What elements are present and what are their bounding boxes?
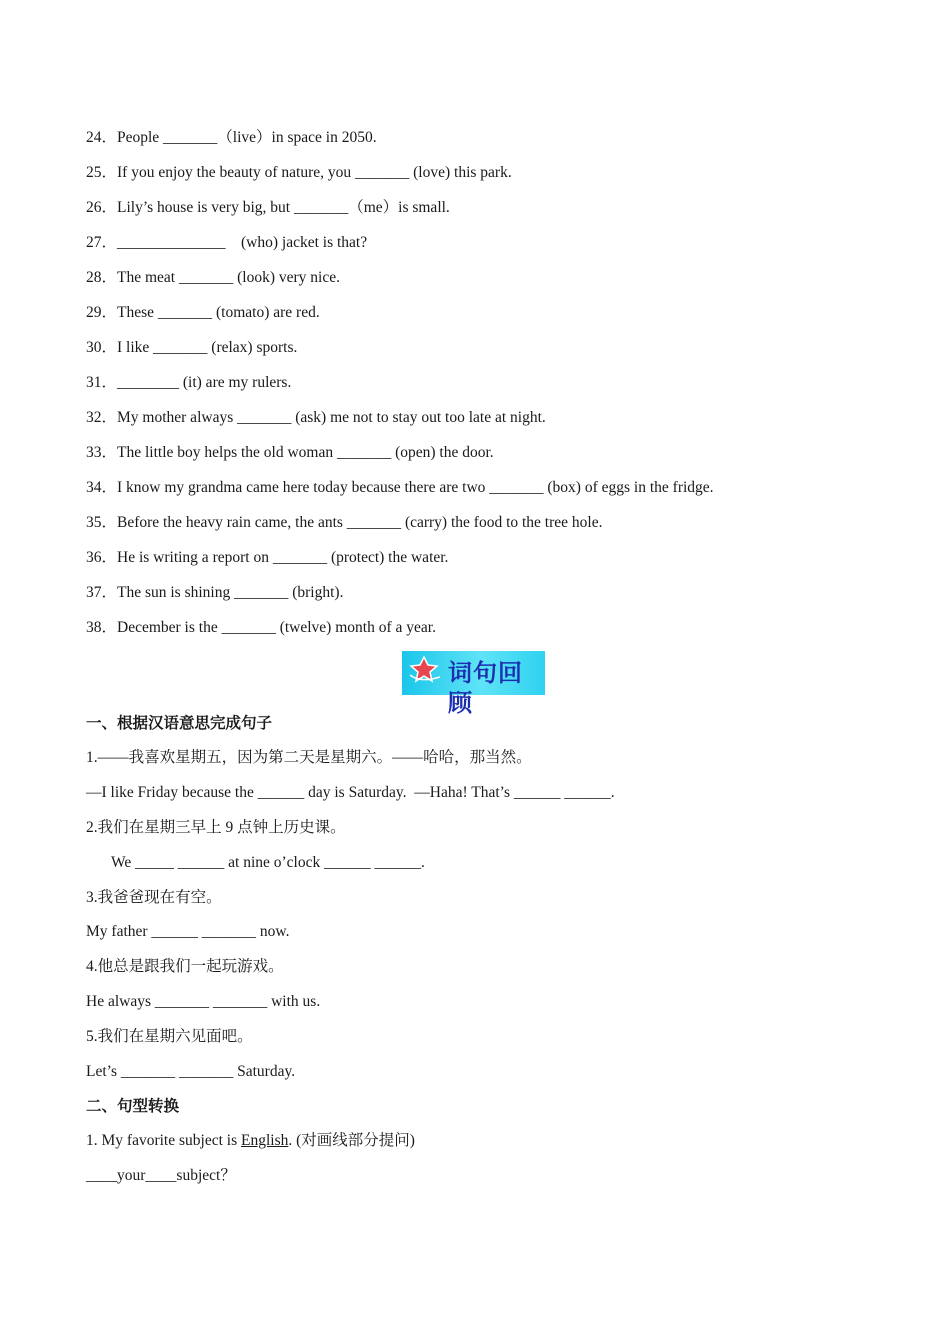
exercise-33: 33．The little boy helps the old woman _______ (open) the door. — [86, 444, 494, 461]
question-4-chinese: 4.他总是跟我们一起玩游戏。 — [86, 958, 284, 975]
question-3-chinese: 3.我爸爸现在有空。 — [86, 889, 222, 906]
exercise-26: 26．Lily’s house is very big, but _______（me）is small. — [86, 199, 450, 216]
underlined-word: English — [240, 1132, 289, 1149]
exercise-25: 25．If you enjoy the beauty of nature, you _______ (love) this park. — [86, 164, 512, 181]
question-5-english: Let’s _______ _______ Saturday. — [86, 1063, 296, 1080]
question-3-english: My father ______ _______ now. — [86, 923, 290, 940]
exercise-36: 36．He is writing a report on _______ (protect) the water. — [86, 549, 449, 566]
exercise-37: 37．The sun is shining _______ (bright). — [86, 584, 344, 601]
exercise-38: 38．December is the _______ (twelve) month of a year. — [86, 619, 436, 636]
transform-question-1-suffix: . (对画线部分提问) — [288, 1132, 415, 1149]
transform-question-1 — [86, 1131, 415, 1151]
exercise-28: 28．The meat _______ (look) very nice. — [86, 269, 340, 286]
exercise-27: 27．______________ (who) jacket is that? — [86, 234, 368, 251]
section-banner — [402, 651, 545, 717]
question-4-english: He always _______ _______ with us. — [86, 993, 321, 1010]
question-2-chinese: 2.我们在星期三早上 9 点钟上历史课。 — [86, 819, 346, 836]
question-1-english: —I like Friday because the ______ day is Saturday. —Haha! That’s ______ ______. — [86, 784, 615, 801]
exercise-32: 32．My mother always _______ (ask) me not to stay out too late at night. — [86, 409, 546, 426]
exercise-24: 24．People _______（live）in space in 2050. — [86, 129, 377, 146]
exercise-31: 31．________ (it) are my rulers. — [86, 374, 292, 391]
question-1-chinese: 1.——我喜欢星期五，因为第二天是星期六。——哈哈，那当然。 — [86, 749, 532, 766]
section2-heading: 二、句型转换 — [86, 1098, 180, 1115]
exercise-29: 29．These _______ (tomato) are red. — [86, 304, 320, 321]
section1-heading: 一、根据汉语意思完成句子 — [86, 715, 273, 732]
star-icon — [406, 655, 446, 685]
question-2-english: We _____ ______ at nine o’clock ______ ______. — [111, 854, 425, 871]
banner-title: 词句回顾 — [448, 658, 523, 717]
question-5-chinese: 5.我们在星期六见面吧。 — [86, 1028, 253, 1045]
exercise-34: 34．I know my grandma came here today because there are two _______ (box) of eggs in the fridge. — [86, 479, 714, 496]
transform-answer-1: ____your____subject？ — [86, 1167, 236, 1184]
exercise-30: 30．I like _______ (relax) sports. — [86, 339, 298, 356]
exercise-35: 35．Before the heavy rain came, the ants _______ (carry) the food to the tree hole. — [86, 514, 603, 531]
transform-question-1-prefix: 1. My favorite subject is — [86, 1132, 241, 1149]
